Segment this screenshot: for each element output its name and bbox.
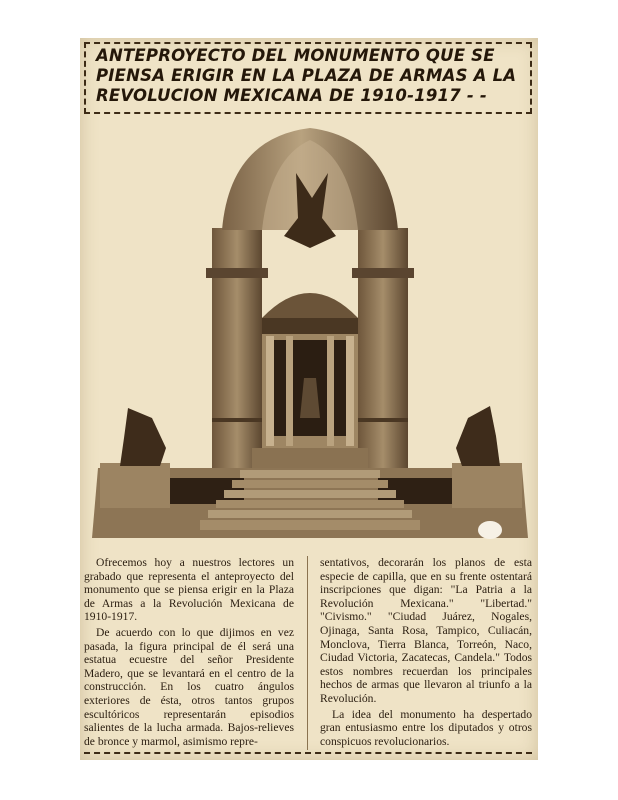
- tower-right: [358, 228, 408, 468]
- article-column-right: [320, 556, 532, 748]
- paper-spot: [478, 521, 502, 539]
- paragraph: La idea del monumento ha despertado gran entusiasmo entre los diputados y otros conspicuos revolucionarios.: [320, 707, 532, 748]
- paragraph: Ofrecemos hoy a nuestros lectores un grabado que representa el anteproyecto del monumento que se piensa erigir en la Plaza de Armas a la Revolución Mexicana de 1910-1917.: [84, 556, 294, 624]
- article-column-left: [84, 556, 294, 748]
- column-divider: [307, 556, 308, 750]
- paragraph: sentativos, decorarán los planos de esta especie de capilla, que en su frente ostentará inscripciones que digan: "La Patria a la Revolución Mexicana." "Libertad." "Civismo." "Ciudad Juárez, Nogales, Ojinaga, Santa Rosa, Tampico, Culiacán, Monclova, Tierra Blanca, Torreón, Naco, Ciudad Victoria, Zacatecas, Candela." Todos estos nombres recuerdan los principales hechos de armas que llevaron al triunfo a la Revolución.: [320, 556, 532, 705]
- monument-engraving: [90, 118, 530, 548]
- statue-group-right: [456, 406, 500, 466]
- statue-group-left: [120, 408, 166, 466]
- paragraph: De acuerdo con lo que dijimos en vez pasada, la figura principal de él será una estatua ecuestre del señor Presidente Madero, que se levantará en el centro de la construcción. En los cuatro ángulos exteriores de ésta, otros tantos grupos escultóricos representarán episodios salientes de la lucha armada. Bajos-relieves de bronce y marmol, asimismo repre-: [84, 625, 294, 748]
- tower-left: [212, 228, 262, 468]
- headline: ANTEPROYECTO DEL MONUMENTO QUE SE PIENSA ERIGIR EN LA PLAZA DE ARMAS A LA REVOLUCION MEXICANA DE 1910-1917 - -: [96, 46, 517, 105]
- arch-frieze: [262, 293, 358, 318]
- bottom-border: [84, 752, 532, 754]
